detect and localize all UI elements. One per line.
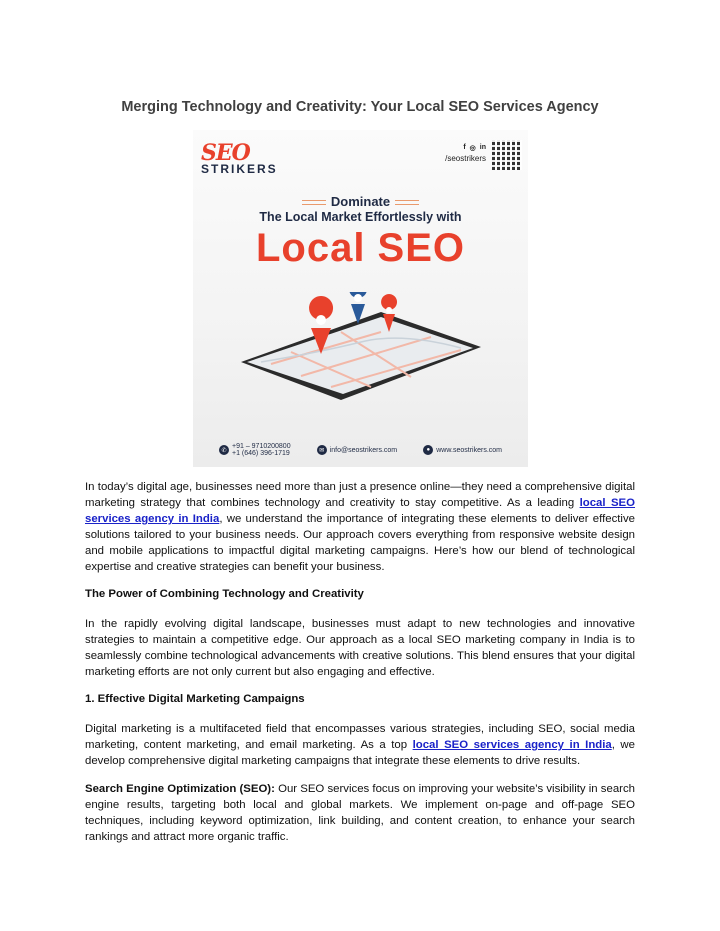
banner-headline-2: The Local Market Effortlessly with: [259, 210, 462, 224]
intro-paragraph: In today’s digital age, businesses need more than just a presence online—they need a comprehensive digital marketing strategy that combines technology and creativity to stay competitive. As a leading local SEO services agency in India, we understand the importance of integrating these elements to deliver effective solutions tailored to your business needs. Our approach covers everything from responsive website design and mobile applications to impactful digital marketing campaigns. Here’s how our blend of technological expertise and creative strategies can benefit your business.: [85, 481, 636, 573]
banner-phone: [219, 443, 291, 457]
banner-headline-3: Local SEO: [255, 226, 466, 270]
section-paragraph-seo: Search Engine Optimization (SEO): Our SEO services focus on improving your website’s visibility in search engine results, targeting both local and global markets. We implement on-page and off-page SEO techniques, including keyword optimization, link building, and content creation, to enhance your search rankings and attract more organic traffic.: [85, 783, 635, 843]
phone-map-illustration: [231, 292, 489, 402]
banner-image: [193, 130, 528, 467]
banner-contact-bar: [219, 438, 502, 462]
phone-icon: ✆: [219, 445, 229, 455]
globe-icon: ●: [423, 445, 433, 455]
linkedin-icon: in: [479, 144, 486, 151]
email-icon: ✉: [317, 445, 327, 455]
logo-top-text: SEO: [201, 140, 250, 166]
campaigns-link-local-seo[interactable]: local SEO services agency in India: [412, 739, 612, 751]
banner-website: ● www.seostrikers.com: [423, 445, 502, 455]
banner-email: ✉ info@seostrikers.com: [317, 445, 397, 455]
logo-bottom-text: STRIKERS: [201, 162, 278, 176]
social-block: [445, 144, 486, 163]
section-paragraph-campaigns: Digital marketing is a multifaceted field that encompasses various strategies, including SEO, social media marketing, content marketing, and email marketing. As a top local SEO services agency in India, we develop comprehensive digital marketing campaigns that integrate these elements to drive results.: [85, 723, 635, 767]
seo-label: Search Engine Optimization (SEO):: [85, 783, 275, 795]
social-handle: /seostrikers: [445, 154, 486, 163]
banner-phone-2: +1 (646) 396-1719: [232, 450, 290, 457]
banner-phone-1: +91 – 9710200800: [232, 443, 291, 450]
banner-headline-1: Dominate: [193, 194, 528, 209]
facebook-icon: f: [463, 144, 466, 151]
section-heading-power: The Power of Combining Technology and Creativity: [85, 588, 364, 600]
section-paragraph-power: In the rapidly evolving digital landscape, businesses must adapt to new technologies and innovative strategies to maintain a competitive edge. Our approach as a local SEO marketing company in India is to seamlessly combine technological advancements with creative solutions. This blend ensures that your digital marketing efforts are not only current but also engaging and effective.: [85, 618, 635, 678]
brand-logo: [201, 140, 301, 176]
section-heading-campaigns: 1. Effective Digital Marketing Campaigns: [85, 693, 305, 705]
intro-link-local-seo[interactable]: local SEO services agency in India: [85, 497, 636, 525]
instagram-icon: ◎: [469, 145, 476, 152]
qr-code-icon: [492, 140, 522, 170]
page-title: Merging Technology and Creativity: Your Local SEO Services Agency: [121, 99, 599, 115]
